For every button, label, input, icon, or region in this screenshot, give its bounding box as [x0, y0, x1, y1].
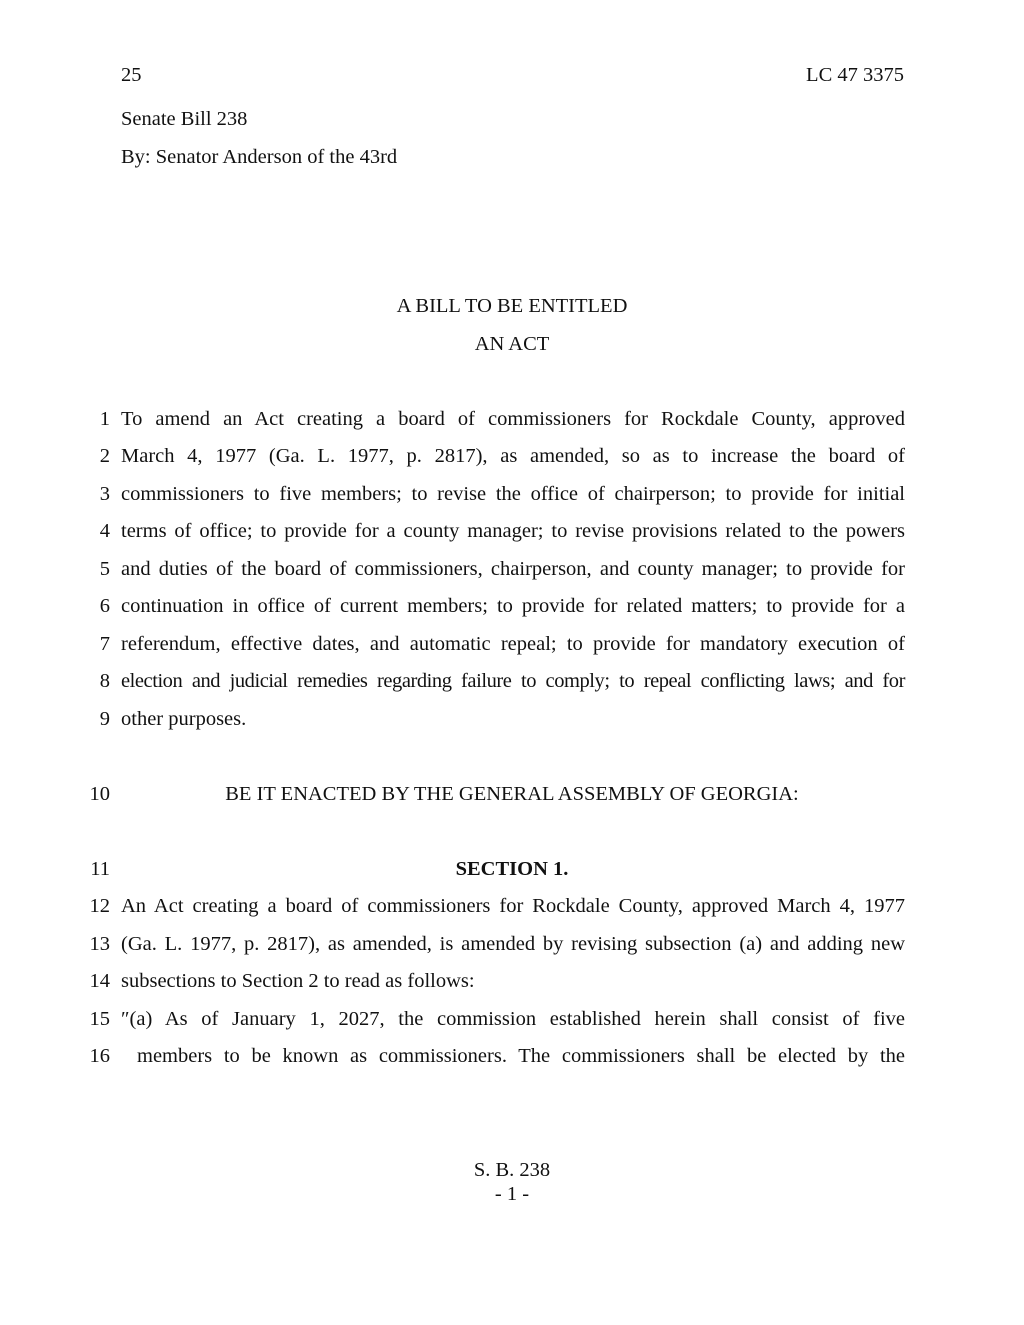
page-number: 25 — [121, 64, 142, 86]
line-number: 3 — [99, 483, 110, 505]
enacting-clause: BE IT ENACTED BY THE GENERAL ASSEMBLY OF GEORGIA: — [225, 783, 799, 805]
line-number: 11 — [90, 858, 110, 880]
line-number: 1 — [99, 408, 110, 430]
footer-bill-reference: S. B. 238 — [473, 1159, 551, 1181]
line-number: 16 — [89, 1045, 110, 1067]
line-number: 6 — [99, 595, 110, 617]
bill-name: Senate Bill 238 — [121, 108, 248, 130]
line-text: subsections to Section 2 to read as follows: — [121, 970, 475, 992]
footer-page-number: - 1 - — [494, 1183, 530, 1205]
sponsor-line: By: Senator Anderson of the 43rd — [121, 146, 398, 168]
line-text: ″(a) As of January 1, 2027, the commission established herein shall consist of five — [121, 1008, 905, 1030]
line-number: 14 — [89, 970, 110, 992]
section-heading: SECTION 1. — [455, 858, 569, 880]
line-number: 15 — [89, 1008, 110, 1030]
line-number: 4 — [99, 520, 110, 542]
line-text: (Ga. L. 1977, p. 2817), as amended, is amended by revising subsection (a) and adding new — [121, 933, 905, 955]
line-number: 9 — [99, 708, 110, 730]
line-text: other purposes. — [121, 708, 247, 730]
line-number: 10 — [89, 783, 110, 805]
line-text: commissioners to five members; to revise the office of chairperson; to provide for initial — [121, 483, 905, 505]
line-text: and duties of the board of commissioners, chairperson, and county manager; to provide for — [121, 558, 905, 580]
document-code: LC 47 3375 — [806, 64, 904, 86]
line-text: continuation in office of current members; to provide for related matters; to provide for a — [121, 595, 905, 617]
title-line-1: A BILL TO BE ENTITLED — [396, 295, 628, 317]
line-text: To amend an Act creating a board of commissioners for Rockdale County, approved — [121, 408, 905, 430]
title-line-2: AN ACT — [474, 333, 550, 355]
line-number: 7 — [99, 633, 110, 655]
line-text: members to be known as commissioners. The commissioners shall be elected by the — [137, 1045, 905, 1067]
line-text: March 4, 1977 (Ga. L. 1977, p. 2817), as amended, so as to increase the board of — [121, 445, 905, 467]
line-number: 13 — [89, 933, 110, 955]
line-number: 12 — [89, 895, 110, 917]
line-text: terms of office; to provide for a county manager; to revise provisions related to the powers — [121, 520, 905, 542]
line-text: An Act creating a board of commissioners for Rockdale County, approved March 4, 1977 — [121, 895, 905, 917]
line-text: election and judicial remedies regarding failure to comply; to repeal conflicting laws; and for — [121, 670, 905, 692]
line-text: referendum, effective dates, and automatic repeal; to provide for mandatory execution of — [121, 633, 905, 655]
line-number: 2 — [99, 445, 110, 467]
line-number: 8 — [99, 670, 110, 692]
line-number: 5 — [99, 558, 110, 580]
